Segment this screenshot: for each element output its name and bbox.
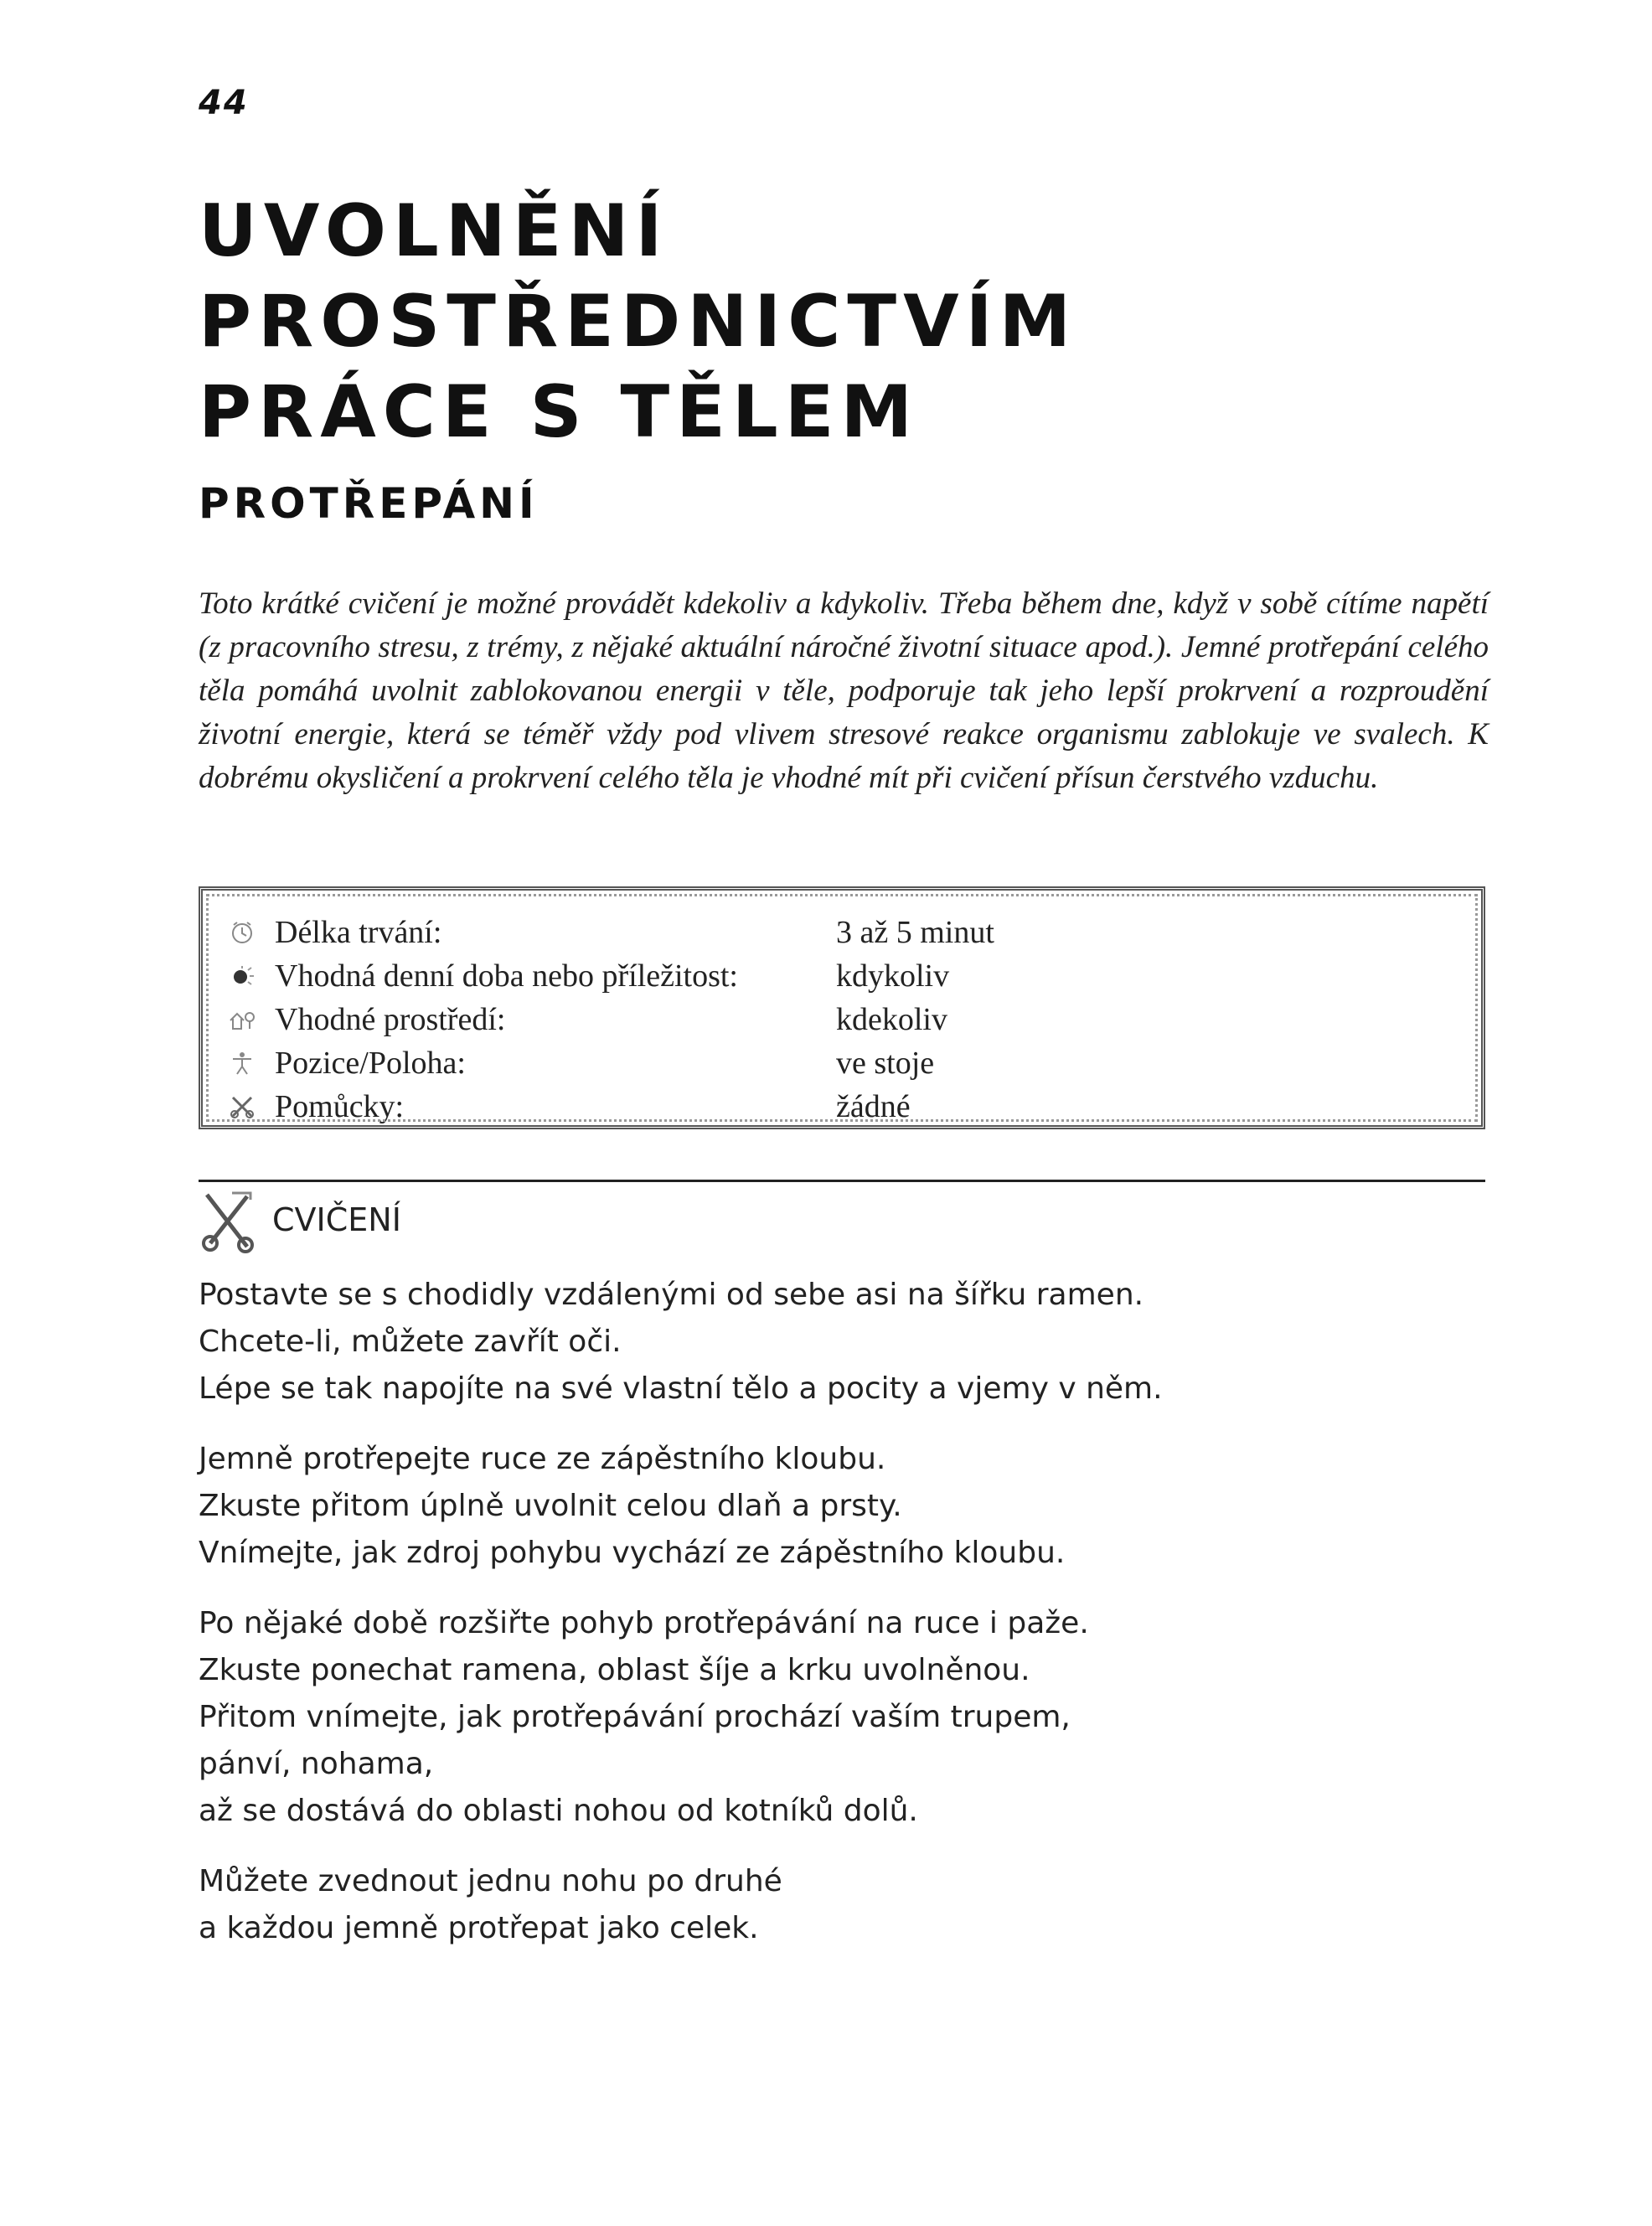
info-row-duration <box>228 911 1481 954</box>
info-value: kdekoliv <box>836 1002 947 1037</box>
section-divider <box>199 1180 1485 1182</box>
intro-paragraph: Toto krátké cvičení je možné provádět kdekoliv a kdykoliv. Třeba během dne, když v sobě cítíme napětí (z pracovního stresu, z trémy, z nějaké aktuální náročné životní situace apod.). Jemné protřepání celého těla pomáhá uvolnit zablokovanou energii v těle, podporuje tak jeho lepší prokrvení a rozproudění životní energie, která se téměř vždy pod vlivem stresové reakce organismu zablokuje ve svalech. K dobrému okysličení a prokrvení celého těla je vhodné mít při cvičení přísun čerstvého vzduchu. <box>199 586 1489 795</box>
chapter-title <box>199 186 1505 457</box>
exercise-line: Přitom vnímejte, jak protřepávání prochází vaším trupem, <box>199 1700 1071 1734</box>
info-row-position <box>228 1041 1481 1085</box>
info-value: žádné <box>836 1089 911 1124</box>
info-label: Vhodná denní doba nebo příležitost: <box>275 958 738 994</box>
info-label: Vhodné prostředí: <box>275 1002 506 1037</box>
info-label: Délka trvání: <box>275 915 442 950</box>
exercise-paragraph <box>199 1272 1489 1413</box>
info-label: Pomůcky: <box>275 1089 405 1124</box>
info-box <box>199 886 1485 1129</box>
exercise-paragraph <box>199 1858 1489 1952</box>
section-title: PROTŘEPÁNÍ <box>199 479 539 528</box>
exercise-line: Lépe se tak napojíte na své vlastní tělo a pocity a vjemy v něm. <box>199 1371 1163 1406</box>
exercise-line: pánví, nohama, <box>199 1747 434 1781</box>
chapter-title-line-2: PRÁCE S TĚLEM <box>199 370 920 454</box>
info-value: 3 až 5 minut <box>836 915 994 950</box>
exercise-line: Jemně protřepejte ruce ze zápěstního kloubu. <box>199 1442 886 1476</box>
info-row-tools <box>228 1085 1481 1128</box>
exercise-line: až se dostává do oblasti nohou od kotníků dolů. <box>199 1794 918 1828</box>
exercise-line: Po nějaké době rozšiřte pohyb protřepávání na ruce i paže. <box>199 1606 1089 1640</box>
exercise-paragraph <box>199 1600 1489 1835</box>
info-value: ve stoje <box>836 1046 935 1081</box>
exercise-line: Zkuste ponechat ramena, oblast šíje a krku uvolněnou. <box>199 1653 1030 1687</box>
info-row-time-of-day <box>228 954 1481 998</box>
exercise-heading-text: CVIČENÍ <box>272 1201 401 1238</box>
scissors-tools-icon <box>199 1188 257 1255</box>
exercise-heading <box>199 1188 401 1255</box>
exercise-line: Můžete zvednout jednu nohu po druhé <box>199 1864 782 1898</box>
tools-icon <box>228 1092 256 1121</box>
exercise-line: Postavte se s chodidly vzdálenými od sebe asi na šířku ramen. <box>199 1278 1144 1312</box>
clock-icon <box>228 918 256 947</box>
exercise-line: Zkuste přitom úplně uvolnit celou dlaň a prsty. <box>199 1489 902 1523</box>
info-label: Pozice/Poloha: <box>275 1046 466 1081</box>
exercise-paragraph <box>199 1436 1489 1577</box>
page-number: 44 <box>199 84 249 122</box>
exercise-line: Chcete-li, můžete zavřít oči. <box>199 1325 622 1359</box>
info-value: kdykoliv <box>836 958 950 994</box>
house-tree-icon <box>228 1005 256 1034</box>
info-row-environment <box>228 998 1481 1041</box>
exercise-line: a každou jemně protřepat jako celek. <box>199 1911 759 1945</box>
person-standing-icon <box>228 1049 256 1077</box>
chapter-title-line-1: UVOLNĚNÍ PROSTŘEDNICTVÍM <box>199 189 1078 364</box>
sun-icon <box>228 962 256 990</box>
exercise-body <box>199 1272 1489 1976</box>
exercise-line: Vnímejte, jak zdroj pohybu vychází ze zápěstního kloubu. <box>199 1536 1066 1570</box>
